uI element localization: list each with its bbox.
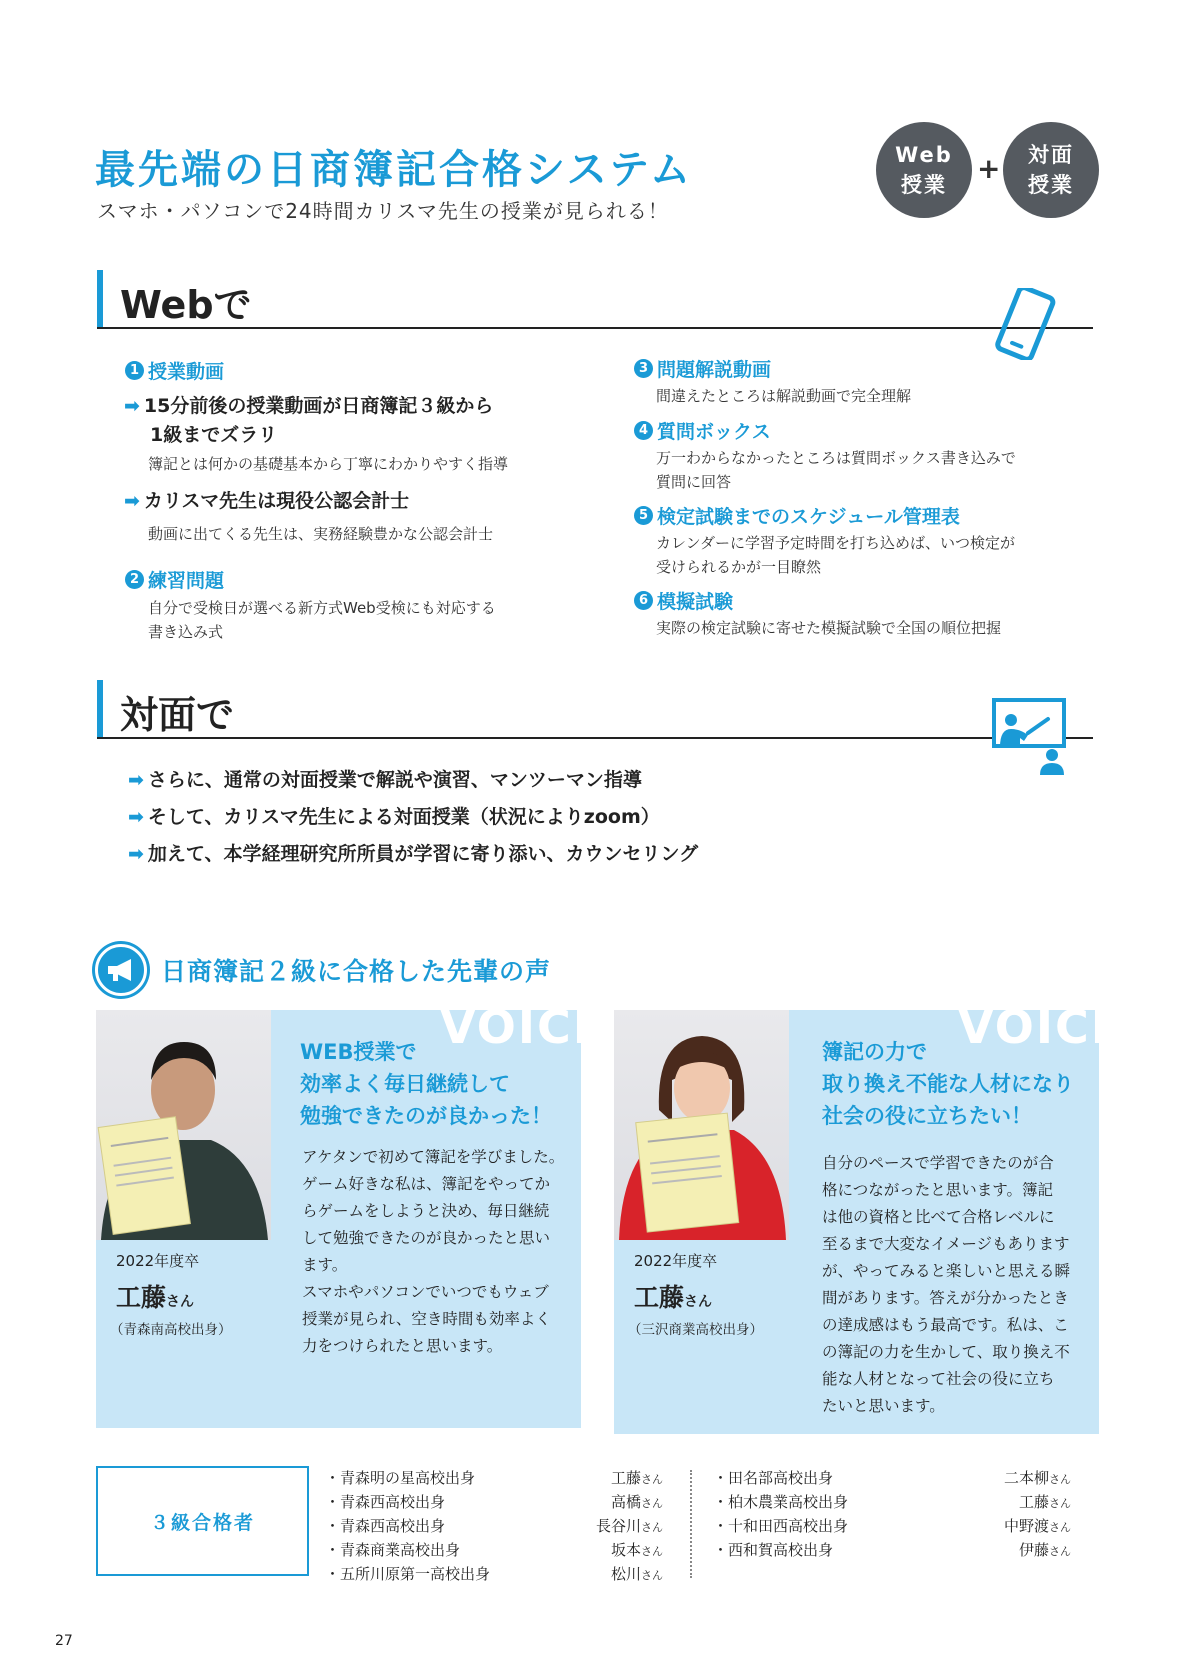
number-4-icon: 4 bbox=[634, 421, 653, 440]
web-item-3-title: 3 問題解説動画 bbox=[634, 355, 771, 382]
web-item-5-desc: カレンダーに学習予定時間を打ち込めば、いつ検定が 受けられるかが一目瞭然 bbox=[656, 534, 1016, 576]
grade3-passers-box: ３級合格者 bbox=[96, 1466, 309, 1576]
voice-card-2-heading: 簿記の力で 取り換え不能な人材になり 社会の役に立ちたい！ bbox=[822, 1040, 1074, 1128]
web-item-3-desc: 間違えたところは解説動画で完全理解 bbox=[656, 387, 912, 405]
web-item-6-desc: 実際の検定試験に寄せた模擬試験で全国の順位把握 bbox=[656, 619, 1002, 637]
page-title: 最先端の日商簿記合格システム bbox=[95, 147, 693, 193]
page-number: 27 bbox=[55, 1633, 73, 1649]
list-item: ・青森西高校出身 長谷川さん bbox=[325, 1517, 663, 1535]
face-class-badge: 対面 授業 bbox=[1003, 122, 1099, 218]
passers-list-left bbox=[325, 1467, 663, 1587]
list-item: ・五所川原第一高校出身 松川さん bbox=[325, 1565, 663, 1583]
voice-card-2-grad: 2022年度卒 bbox=[634, 1252, 718, 1270]
arrow-right-icon: ➡ bbox=[128, 806, 144, 828]
list-item: ・田名部高校出身 二本柳さん bbox=[713, 1469, 1071, 1487]
passers-divider bbox=[690, 1470, 692, 1578]
number-3-icon: 3 bbox=[634, 359, 653, 378]
megaphone-icon bbox=[95, 944, 147, 996]
student-photo-2 bbox=[614, 1010, 789, 1240]
tablet-icon bbox=[985, 288, 1063, 360]
web-item-4-title: 4 質問ボックス bbox=[634, 417, 771, 444]
number-2-icon: 2 bbox=[125, 570, 144, 589]
number-1-icon: 1 bbox=[125, 361, 144, 380]
voice-card-1-school: （青森南高校出身） bbox=[110, 1322, 232, 1338]
web-item-1-point-2: ➡ カリスマ先生は現役公認会計士 bbox=[124, 490, 410, 512]
face-section-title: 対面で bbox=[120, 693, 235, 737]
list-item: ・西和賀高校出身 伊藤さん bbox=[713, 1541, 1071, 1559]
face-line-2: ➡ そして、カリスマ先生による対面授業（状況によりzoom） bbox=[128, 806, 660, 828]
voice-word-2: VOICE bbox=[958, 1000, 1125, 1054]
voice-card-1-body: アケタンで初めて簿記を学びました。 ゲーム好きな私は、簿記をやってか らゲームをしようと決め、毎日継続 して勉強できたのが良かったと思い ます。 スマホやパソコンでいつでもウェブ 授業が見られ、空き時間も効率よく 力をつけられたと思います。 bbox=[302, 1148, 565, 1355]
web-item-6-title: 6 模擬試験 bbox=[634, 587, 733, 614]
web-item-1-point-2-desc: 動画に出てくる先生は、実務経験豊かな公認会計士 bbox=[148, 525, 494, 543]
face-line-3: ➡ 加えて、本学経理研究所所員が学習に寄り添い、カウンセリング bbox=[128, 843, 699, 865]
number-5-icon: 5 bbox=[634, 506, 653, 525]
list-item: ・青森明の星高校出身 工藤さん bbox=[325, 1469, 663, 1487]
arrow-right-icon: ➡ bbox=[124, 395, 140, 417]
voice-card-1-heading: WEB授業で 効率よく毎日継続して 勉強できたのが良かった！ bbox=[300, 1040, 552, 1128]
arrow-right-icon: ➡ bbox=[128, 843, 144, 865]
teacher-board-icon bbox=[990, 697, 1070, 777]
voice-card-1-name: 工藤さん bbox=[116, 1283, 195, 1312]
list-item: ・十和田西高校出身 中野渡さん bbox=[713, 1517, 1071, 1535]
arrow-right-icon: ➡ bbox=[124, 490, 140, 512]
web-section-rule bbox=[97, 327, 1093, 329]
web-item-2-desc: 自分で受検日が選べる新方式Web受検にも対応する 書き込み式 bbox=[148, 599, 496, 641]
page-subtitle: スマホ・パソコンで24時間カリスマ先生の授業が見られる！ bbox=[97, 199, 669, 223]
voice-word-1: VOICE bbox=[440, 1000, 607, 1054]
student-photo-1 bbox=[96, 1010, 271, 1240]
passers-list-right bbox=[713, 1467, 1071, 1563]
web-item-1-point-1: ➡ 15分前後の授業動画が日商簿記３級から 1級までズラリ bbox=[124, 395, 494, 446]
voice-card-2-name: 工藤さん bbox=[634, 1283, 713, 1312]
voice-section-header: 日商簿記２級に合格した先輩の声 bbox=[95, 944, 551, 996]
web-item-2-title: 2 練習問題 bbox=[125, 566, 224, 593]
arrow-right-icon: ➡ bbox=[128, 769, 144, 791]
web-class-badge: Web 授業 bbox=[876, 122, 972, 218]
web-section-title: Webで bbox=[120, 283, 252, 327]
face-line-1: ➡ さらに、通常の対面授業で解説や演習、マンツーマン指導 bbox=[128, 769, 642, 791]
list-item: ・青森商業高校出身 坂本さん bbox=[325, 1541, 663, 1559]
web-item-1-title: 1 授業動画 bbox=[125, 357, 224, 384]
web-item-1-point-1-desc: 簿記とは何かの基礎基本から丁寧にわかりやすく指導 bbox=[148, 455, 509, 473]
web-item-5-title: 5 検定試験までのスケジュール管理表 bbox=[634, 502, 960, 529]
list-item: ・柏木農業高校出身 工藤さん bbox=[713, 1493, 1071, 1511]
plus-sign: + bbox=[977, 152, 1001, 185]
face-section-bar bbox=[97, 680, 103, 738]
voice-card-2-school: （三沢商業高校出身） bbox=[628, 1322, 763, 1338]
list-item: ・青森西高校出身 高橋さん bbox=[325, 1493, 663, 1511]
number-6-icon: 6 bbox=[634, 591, 653, 610]
web-section-bar bbox=[97, 270, 103, 328]
voice-card-1-grad: 2022年度卒 bbox=[116, 1252, 200, 1270]
face-section-rule bbox=[97, 737, 1093, 739]
voice-card-2-body: 自分のペースで学習できたのが合 格につながったと思います。簿記 は他の資格と比べて合格レベルに 至るまで大変なイメージもあります が、やってみると楽しいと思える瞬 間があります。答えが分かったとき の達成感はもう最高です。私は、こ の簿記の力を生かして、取り換え不 能な人材となって社会の役に立ち たいと思います。 bbox=[822, 1154, 1071, 1415]
web-item-4-desc: 万一わからなかったところは質問ボックス書き込みで 質問に回答 bbox=[656, 449, 1016, 491]
